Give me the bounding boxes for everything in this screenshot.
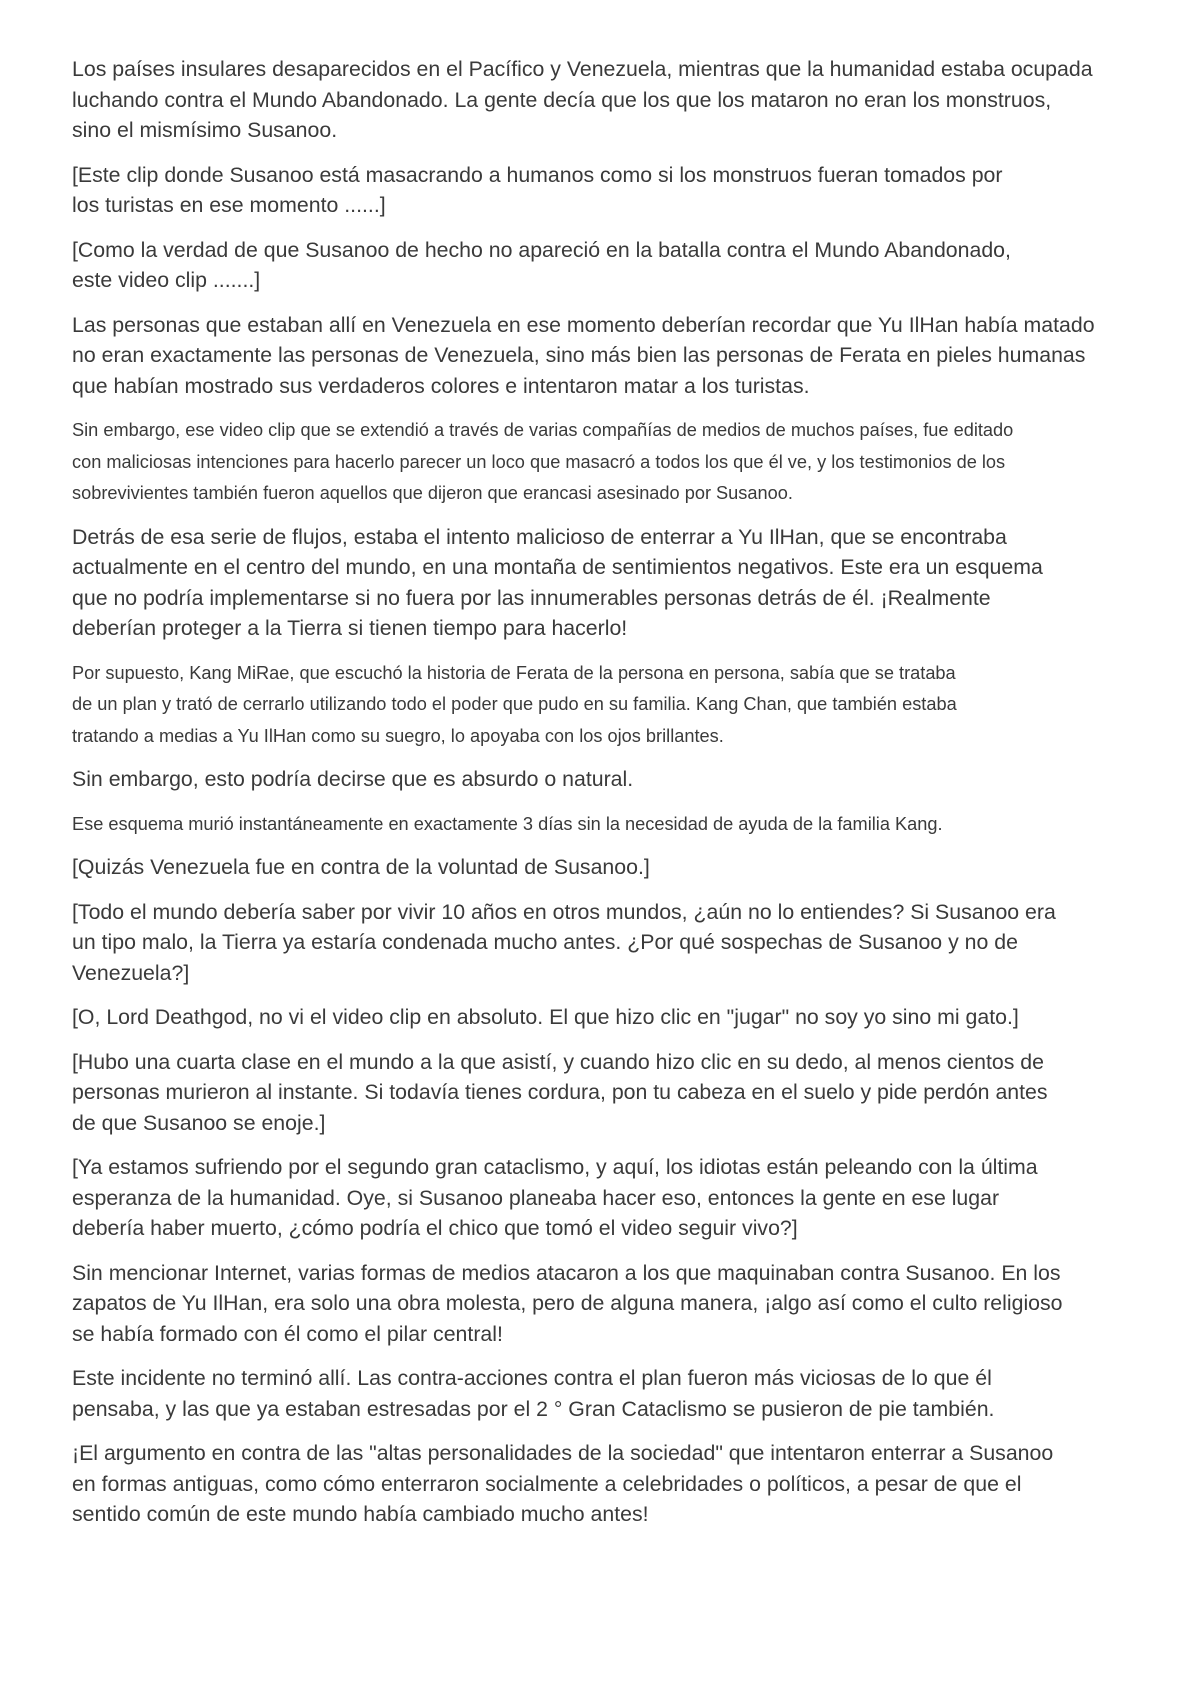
text-line: Ese esquema murió instantáneamente en exactamente 3 días sin la necesidad de ayuda de la familia Kang. [72,813,943,834]
text-line: que habían mostrado sus verdaderos colores e intentaron matar a los turistas. [72,373,810,398]
text-line: [Hubo una cuarta clase en el mundo a la que asistí, y cuando hizo clic en su dedo, al menos cientos de [72,1049,1044,1074]
text-line: de que Susanoo se enoje.] [72,1110,326,1135]
text-line: de un plan y trató de cerrarlo utilizando todo el poder que pudo en su familia. Kang Chan, que también estaba [72,694,957,714]
text-line: luchando contra el Mundo Abandonado. La gente decía que los que los mataron no eran los monstruos, [72,87,1052,112]
paragraph-2 [72,160,1124,221]
paragraph-15 [72,1258,1124,1350]
text-line: no eran exactamente las personas de Venezuela, sino más bien las personas de Ferata en pieles humanas [72,343,1086,367]
text-line: [O, Lord Deathgod, no vi el video clip en absoluto. El que hizo clic en "jugar" no soy yo sino mi gato.] [72,1005,1019,1029]
text-line: Por supuesto, Kang MiRae, que escuchó la historia de Ferata de la persona en persona, sabía que se trataba [72,662,956,683]
paragraph-1 [72,54,1124,146]
text-line: ¡El argumento en contra de las "altas personalidades de la sociedad" que intentaron enterrar a Susanoo [72,1441,1054,1465]
text-line: en formas antiguas, como cómo enterraron socialmente a celebridades o políticos, a pesar de que el [72,1471,1022,1496]
text-line: sobrevivientes también fueron aquellos que dijeron que erancasi asesinado por Susanoo. [72,483,793,503]
text-line: Detrás de esa serie de flujos, estaba el intento malicioso de enterrar a Yu IlHan, que se encontraba [72,524,1007,549]
paragraph-11 [72,897,1124,989]
text-line: los turistas en ese momento ......] [72,193,386,217]
text-line: [Como la verdad de que Susanoo de hecho no apareció en la batalla contra el Mundo Abandonado, [72,237,1011,262]
text-line: sino el mismísimo Susanoo. [72,118,338,142]
text-line: zapatos de Yu IlHan, era solo una obra molesta, pero de alguna manera, ¡algo así como el culto religioso [72,1291,1063,1315]
text-line: actualmente en el centro del mundo, en una montaña de sentimientos negativos. Este era un esquema [72,555,1043,579]
text-line: debería haber muerto, ¿cómo podría el chico que tomó el video seguir vivo?] [72,1216,798,1240]
text-line: tratando a medias a Yu IlHan como su suegro, lo apoyaba con los ojos brillantes. [72,725,724,746]
text-line: esperanza de la humanidad. Oye, si Susanoo planeaba hacer eso, entonces la gente en ese lugar [72,1185,1000,1210]
text-line: Venezuela?] [72,960,190,985]
paragraph-17 [72,1438,1124,1530]
paragraph-7 [72,658,1124,753]
text-line: Sin mencionar Internet, varias formas de medios atacaron a los que maquinaban contra Susanoo. En los [72,1260,1061,1285]
text-line: personas murieron al instante. Si todavía tienes cordura, pon tu cabeza en el suelo y pide perdón antes [72,1080,1048,1104]
paragraph-3 [72,235,1124,296]
text-line: Los países insulares desaparecidos en el Pacífico y Venezuela, mientras que la humanidad estaba ocupada [72,57,1093,81]
paragraph-5 [72,415,1124,510]
text-line: Este incidente no terminó allí. Las contra-acciones contra el plan fueron más viciosas de lo que él [72,1366,992,1390]
text-line: deberían proteger a la Tierra si tienen tiempo para hacerlo! [72,616,628,640]
paragraph-16 [72,1363,1124,1424]
paragraph-10 [72,852,1124,883]
text-line: con maliciosas intenciones para hacerlo parecer un loco que masacró a todos los que él ve, y los testimonios de los [72,451,1006,472]
paragraph-14 [72,1152,1124,1244]
paragraph-12 [72,1002,1124,1033]
document-page [72,54,1124,1544]
paragraph-4 [72,310,1124,402]
text-line: que no podría implementarse si no fuera por las innumerables personas detrás de él. ¡Realmente [72,585,991,610]
text-line: [Ya estamos sufriendo por el segundo gran cataclismo, y aquí, los idiotas están peleando con la última [72,1155,1038,1179]
text-line: un tipo malo, la Tierra ya estaría condenada mucho antes. ¿Por qué sospechas de Susanoo y no de [72,930,1018,954]
text-line: Sin embargo, ese video clip que se extendió a través de varias compañías de medios de muchos países, fue editado [72,420,1014,440]
text-line: [Todo el mundo debería saber por vivir 10 años en otros mundos, ¿aún no lo entiendes? Si Susanoo era [72,899,1056,924]
paragraph-9 [72,809,1124,841]
text-line: sentido común de este mundo había cambiado mucho antes! [72,1502,649,1526]
text-line: Sin embargo, esto podría decirse que es absurdo o natural. [72,767,634,791]
text-line: este video clip .......] [72,268,261,292]
text-line: se había formado con él como el pilar central! [72,1321,503,1346]
text-line: pensaba, y las que ya estaban estresadas por el 2 ° Gran Cataclismo se pusieron de pie también. [72,1396,995,1421]
paragraph-6 [72,522,1124,644]
text-line: [Quizás Venezuela fue en contra de la voluntad de Susanoo.] [72,855,650,879]
paragraph-8 [72,764,1124,795]
text-line: Las personas que estaban allí en Venezuela en ese momento deberían recordar que Yu IlHan había matado [72,312,1095,337]
text-line: [Este clip donde Susanoo está masacrando a humanos como si los monstruos fueran tomados por [72,162,1003,187]
paragraph-13 [72,1047,1124,1139]
